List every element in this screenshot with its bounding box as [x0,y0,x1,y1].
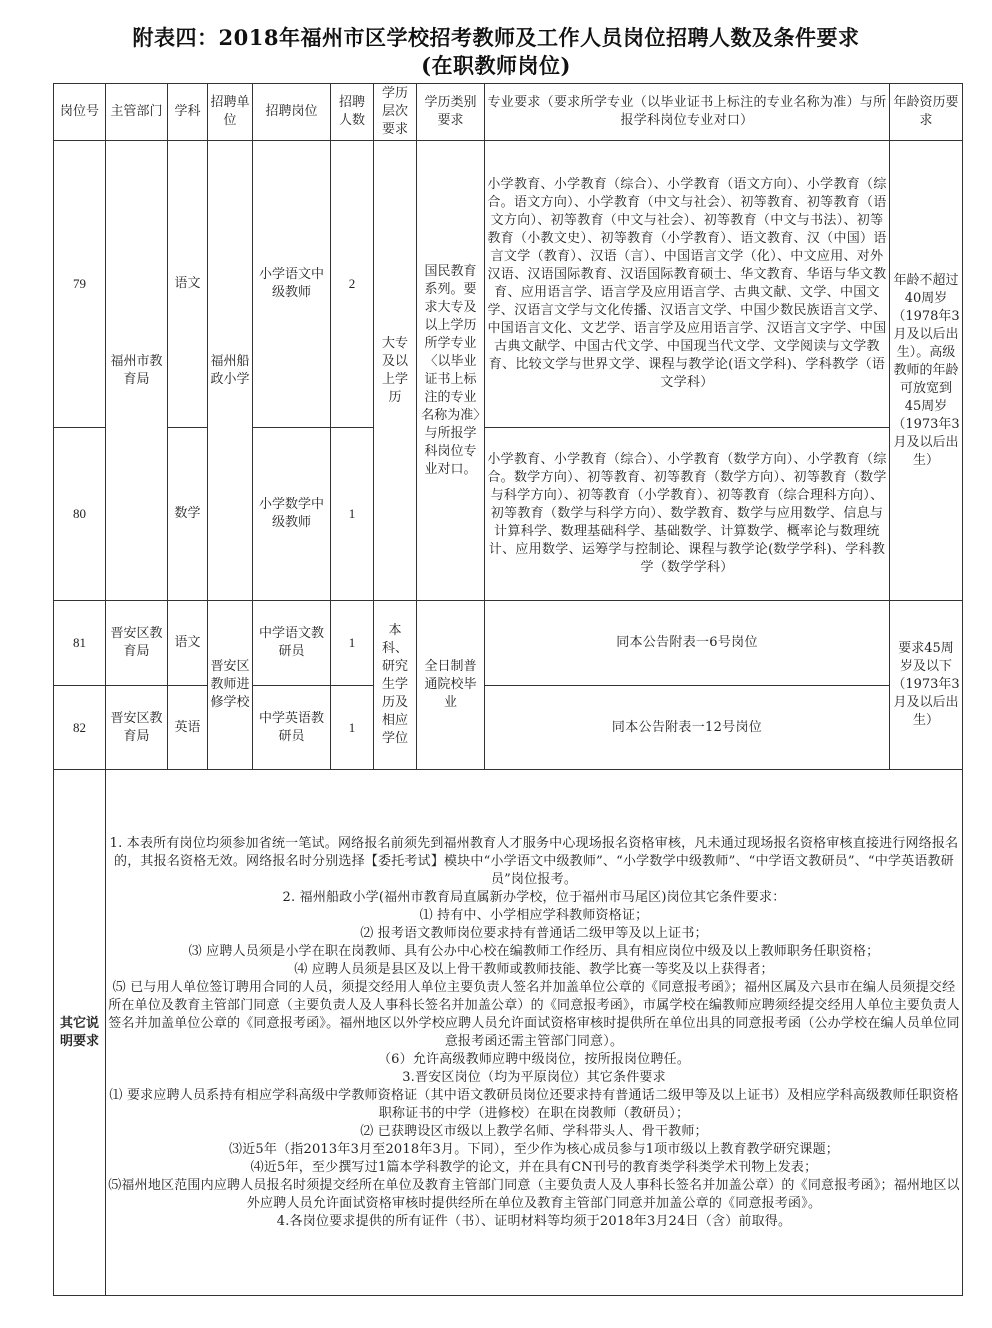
subject-cell: 语文 [168,141,208,428]
note-item: ⑷近5年，至少撰写过1篇本学科教学的论文，并在具有CN刊号的教育类学科类学术刊物上发表； [250,1159,818,1175]
count-cell: 2 [331,141,374,428]
header-post-no: 岗位号 [54,84,106,141]
edu-level-cell: 大专及以上学历 [374,141,417,601]
subject-cell: 数学 [168,428,208,601]
unit-cell: 福州船政小学 [208,141,253,601]
notes-row [54,770,963,1296]
note-item: ⑵ 已获聘设区市级以上教学名师、学科带头人、骨干教师； [360,1123,708,1139]
position-cell: 中学英语教研员 [253,686,331,770]
dept-cell: 福州市教育局 [106,141,168,601]
note-item: ⑷ 应聘人员须是县区及以上骨干教师或教师技能、教学比赛一等奖及以上获得者； [294,961,774,977]
table-row [54,141,963,428]
dept-cell: 晋安区教育局 [106,601,168,686]
recruitment-table [53,83,963,1296]
note-item: 4.各岗位要求提供的所有证件（书）、证明材料等均须于2018年3月24日（含）前取得。 [276,1213,792,1229]
major-cell: 小学教育、小学教育（综合）、小学教育（语文方向）、小学教育（综合。语文方向）、小学教育（中文与社会）、初等教育、初等教育（语文方向）、初等教育（中文与社会）、初等教育（中文与书法）、初等教育（小教文史）、初等教育（小学教育）、语文教育、汉（中国）语言文学（教育）、汉语（言）、中国语言文学（化）、中文应用、对外汉语、汉语国际教育、汉语国际教育硕士、华文教育、华语与华文教育、应用语言学、语言学及应用语言学、古典文献、文学、中国文学、汉语言文学与文化传播、汉语言文学、中国少数民族语言文学、中国语言文化、文艺学、语言学及应用语言学、汉语言文字学、中国古典文献学、中国古代文学、中国现当代文学、文学阅读与文学教育、比较文学与世界文学、课程与教学论(语文学科)、学科教学（语文学科） [485,141,890,428]
note-item: ⑶ 应聘人员须是小学在职在岗教师、具有公办中心校在编教师工作经历、具有相应岗位中级及以上教师职务任职资格； [188,943,880,959]
age-cell: 年龄不超过40周岁（1978年3月及以后出生）。高级教师的年龄可放宽到45周岁（1973年3月及以后出生） [890,141,963,601]
note-item: 1. 本表所有岗位均须参加省统一笔试。网络报名前须先到福州教育人才服务中心现场报名资格审核，凡未通过现场报名资格审核直接进行网络报名的，其报名资格无效。网络报名时分别选择【委托考试】模块中“小学语文中级教师”、“小学数学中级教师”、“中学语文教研员”、“中学英语教研员”岗位报考。 [109,835,959,887]
count-cell: 1 [331,428,374,601]
major-cell: 同本公告附表一6号岗位 [485,601,890,686]
document-title: 附表四：2018年福州市区学校招考教师及工作人员岗位招聘人数及条件要求 [132,25,860,50]
count-cell: 1 [331,601,374,686]
header-subject: 学科 [168,84,208,141]
table-row [54,428,963,601]
edu-type-cell: 国民教育系列。要求大专及以上学历所学专业〈以毕业证书上标注的专业名称为准〉与所报学科岗位专业对口。 [417,141,485,601]
post-no-cell: 81 [54,601,106,686]
age-cell: 要求45周岁及以下（1973年3月及以后出生） [890,601,963,770]
note-item: （6）允许高级教师应聘中级岗位，按所报岗位聘任。 [377,1051,691,1067]
table-row [54,601,963,686]
note-item: ⑸福州地区范围内应聘人员报名时须提交经所在单位及教育主管部门同意（主要负责人及人事科长签名并加盖公章）的《同意报考函》；福州地区以外应聘人员允许面试资格审核时提供经所在单位及教育主管部门同意并加盖公章的《同意报考函》。 [108,1177,960,1211]
header-row [54,84,963,141]
major-cell: 小学教育、小学教育（综合）、小学教育（数学方向）、小学教育（综合。数学方向）、初等教育、初等教育（数学方向）、初等教育（数学与科学方向）、初等教育（小学教育）、初等教育（综合理科方向）、初等教育（数学与科学方向）、数学教育、数学与应用数学、信息与计算科学、数理基础科学、基础数学、计算数学、概率论与数理统计、应用数学、运筹学与控制论、课程与教学论(数学学科)、学科教学（数学学科） [485,428,890,601]
notes-label: 其它说明要求 [54,770,106,1296]
note-item: ⑴ 要求应聘人员系持有相应学科高级中学教师资格证（其中语文教研员岗位还要求持有普通话二级甲等及以上证书）及相应学科高级教师任职资格职称证书的中学（进修校）在职在岗教师（教研员）； [109,1087,959,1121]
edu-type-cell: 全日制普通院校毕业 [417,601,485,770]
note-item: ⑵ 报考语文教师岗位要求持有普通话二级甲等及以上证书； [360,925,708,941]
header-count: 招聘人数 [331,84,374,141]
header-edu-level: 学历层次要求 [374,84,417,141]
notes-cell [106,770,963,1296]
dept-cell: 晋安区教育局 [106,686,168,770]
note-item: 3.晋安区岗位（均为平原岗位）其它条件要求 [402,1069,666,1085]
post-no-cell: 82 [54,686,106,770]
post-no-cell: 79 [54,141,106,428]
subject-cell: 语文 [168,601,208,686]
document-subtitle: (在职教师岗位) [421,53,571,78]
position-cell: 小学数学中级教师 [253,428,331,601]
header-major: 专业要求（要求所学专业（以毕业证书上标注的专业名称为准）与所报学科岗位专业对口） [485,84,890,141]
subject-cell: 英语 [168,686,208,770]
header-dept: 主管部门 [106,84,168,141]
count-cell: 1 [331,686,374,770]
position-cell: 小学语文中级教师 [253,141,331,428]
header-position: 招聘岗位 [253,84,331,141]
note-item: 2. 福州船政小学(福州市教育局直属新办学校，位于福州市马尾区)岗位其它条件要求： [282,889,786,905]
position-cell: 中学语文教研员 [253,601,331,686]
header-age: 年龄资历要求 [890,84,963,141]
edu-level-cell: 本科、研究生学历及相应学位 [374,601,417,770]
table-row [54,686,963,770]
note-item: ⑸ 已与用人单位签订聘用合同的人员，须提交经用人单位主要负责人签名并加盖单位公章的《同意报考函》；福州区属及六县市在编人员须提交经所在单位及教育主管部门同意（主要负责人及人事科长签名并加盖公章）的《同意报考函》，市属学校在编教师应聘须经提交经用人单位主要负责人签名并加盖单位公章的《同意报考函》。福州地区以外学校应聘人员允许面试资格审核时提供所在单位出具的同意报考函（公办学校在编人员单位同意报考函还需主管部门同意）。 [108,979,960,1049]
post-no-cell: 80 [54,428,106,601]
header-edu-type: 学历类别要求 [417,84,485,141]
note-item: ⑶近5年（指2013年3月至2018年3月。下同），至少作为核心成员参与1项市级以上教育教学研究课题； [229,1141,839,1157]
header-unit: 招聘单位 [208,84,253,141]
major-cell: 同本公告附表一12号岗位 [485,686,890,770]
note-item: ⑴ 持有中、小学相应学科教师资格证； [419,907,649,923]
unit-cell: 晋安区教师进修学校 [208,601,253,770]
